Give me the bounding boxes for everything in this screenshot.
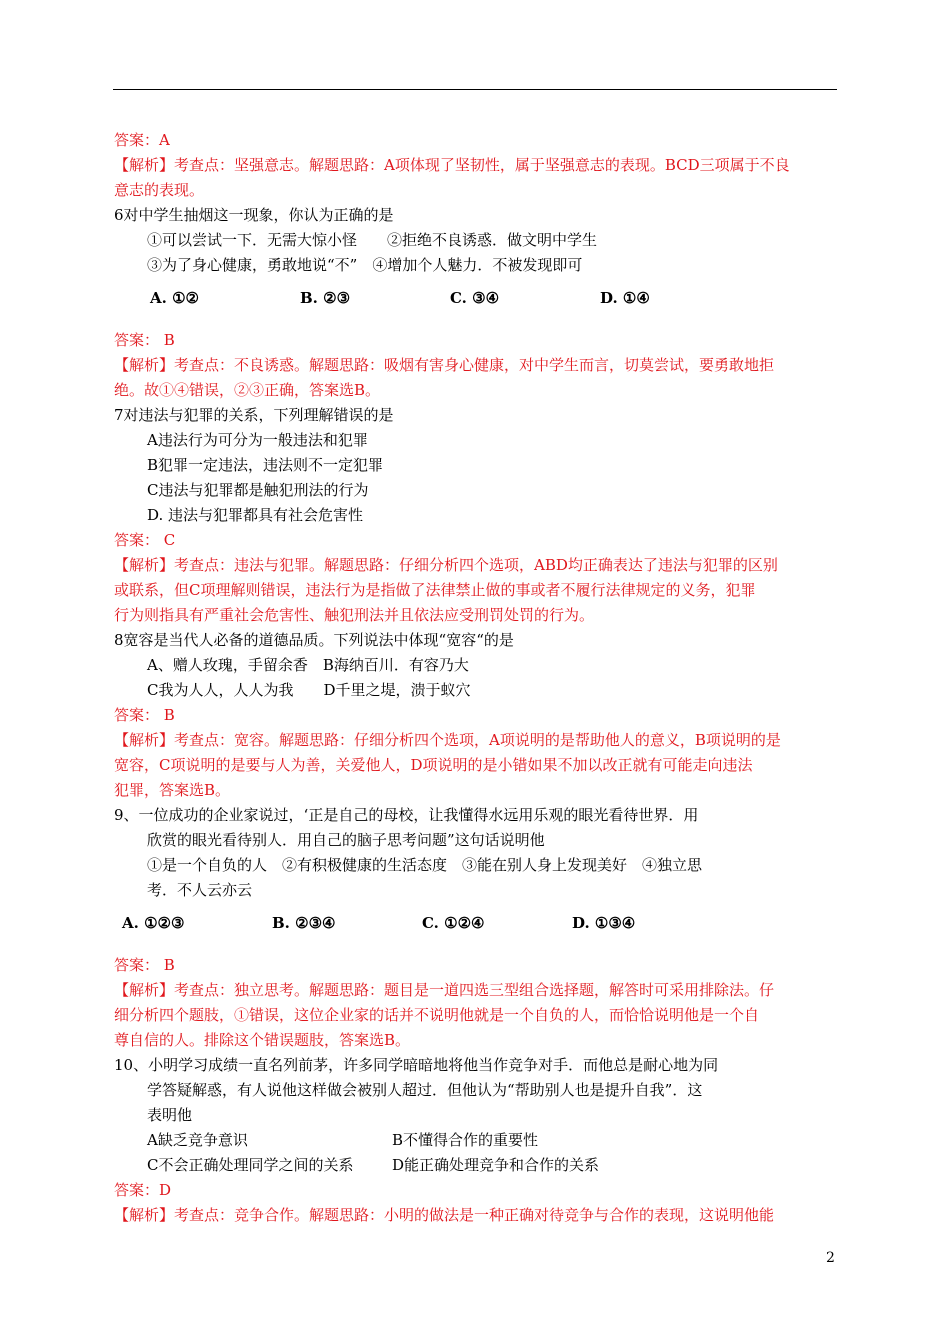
question-8: 8宽容是当代人必备的道德品质。下列说法中体现“宽容“的是 (114, 631, 514, 649)
answer-5: 答案：A (114, 131, 170, 149)
answer-7: 答案： C (114, 531, 176, 549)
question-8-options-cd: C我为人人，人人为我 D千里之堤，溃于蚁穴 (147, 681, 471, 699)
option-a: A. ①② (150, 288, 199, 307)
explanation-7-line1: 【解析】考查点：违法与犯罪。解题思路：仔细分析四个选项，ABD均正确表达了违法与犯罪的区别 (114, 556, 778, 574)
option-c: C不会正确处理同学之间的关系 (147, 1156, 354, 1174)
explanation-7-line3: 行为则指具有严重社会危害性、触犯刑法并且依法应受刑罚处罚的行为。 (114, 606, 595, 624)
option-b: B. ②③ (300, 288, 351, 307)
question-9-line1: 9、一位成功的企业家说过，‘正是自己的母校，让我懂得水远用乐观的眼光看待世界．用 (114, 806, 699, 824)
question-6-options (114, 278, 838, 318)
option-d: D. ①④ (600, 288, 650, 307)
question-7-option-c: C违法与犯罪都是触犯刑法的行为 (147, 481, 369, 499)
question-6: 6对中学生抽烟这一现象，你认为正确的是 (114, 206, 394, 224)
explanation-8-line1: 【解析】考查点：宽容。解题思路：仔细分析四个选项，A项说明的是帮助他人的意义，B项说明的是 (114, 731, 781, 749)
document-body (114, 128, 838, 1228)
option-b: B不懂得合作的重要性 (392, 1131, 539, 1149)
explanation-7-line2: 或联系，但C项理解则错误，违法行为是指做了法律禁止做的事或者不履行法律规定的义务，犯罪 (114, 581, 756, 599)
option-d: D能正确处理竞争和合作的关系 (392, 1156, 600, 1174)
option-d: D. ①③④ (572, 913, 636, 932)
explanation-9-line3: 尊自信的人。排除这个错误题肢，答案选B。 (114, 1031, 411, 1049)
question-10-options-cd (114, 1153, 838, 1178)
question-9-statements-cont: 考．不人云亦云 (147, 881, 253, 899)
question-9-line2: 欣赏的眼光看待别人．用自己的脑子思考问题”这句话说明他 (147, 831, 545, 849)
question-7-option-d: D. 违法与犯罪都具有社会危害性 (147, 506, 364, 524)
question-6-statement-1: ①可以尝试一下．无需大惊小怪 ②拒绝不良诱惑．做文明中学生 (147, 231, 598, 249)
explanation-8-line3: 犯罪，答案选B。 (114, 781, 231, 799)
question-10-options-ab (114, 1128, 838, 1153)
question-9-options (114, 903, 838, 943)
header-rule (113, 89, 837, 90)
option-c: C. ①②④ (422, 913, 485, 932)
explanation-8-line2: 宽容，C项说明的是要与人为善，关爱他人，D项说明的是小错如果不加以改正就有可能走向违法 (114, 756, 753, 774)
option-a: A. ①②③ (122, 913, 185, 932)
question-7: 7对违法与犯罪的关系，下列理解错误的是 (114, 406, 394, 424)
explanation-5-line1: 【解析】考查点：坚强意志。解题思路：A项体现了坚韧性，属于坚强意志的表现。BCD三项属于不良 (114, 156, 790, 174)
explanation-6-line2: 绝。故①④错误，②③正确，答案选B。 (114, 381, 381, 399)
option-b: B. ②③④ (272, 913, 336, 932)
explanation-5-line2: 意志的表现。 (114, 181, 205, 199)
answer-8: 答案： B (114, 706, 175, 724)
question-7-option-a: A违法行为可分为一般违法和犯罪 (147, 431, 368, 449)
explanation-9-line2: 细分析四个题肢，①错误，这位企业家的话并不说明他就是一个自负的人，而恰恰说明他是一个自 (114, 1006, 760, 1024)
answer-9: 答案： B (114, 956, 175, 974)
question-10-line3: 表明他 (147, 1106, 193, 1124)
question-8-options-ab: A、赠人玫瑰，手留余香 B海纳百川．有容乃大 (147, 656, 469, 674)
option-a: A缺乏竞争意识 (147, 1131, 248, 1149)
question-7-option-b: B犯罪一定违法，违法则不一定犯罪 (147, 456, 384, 474)
answer-6: 答案： B (114, 331, 175, 349)
question-10-line1: 10、小明学习成绩一直名列前茅，许多同学暗暗地将他当作竞争对手．而他总是耐心地为同 (114, 1056, 719, 1074)
explanation-6-line1: 【解析】考查点：不良诱惑。解题思路：吸烟有害身心健康，对中学生而言，切莫尝试，要勇敢地拒 (114, 356, 775, 374)
page-number: 2 (826, 1250, 835, 1266)
question-10-line2: 学答疑解惑，有人说他这样做会被别人超过．但他认为“帮助别人也是提升自我”．这 (147, 1081, 703, 1099)
answer-10: 答案：D (114, 1181, 172, 1199)
question-6-statement-2: ③为了身心健康，勇敢地说“不” ④增加个人魅力．不被发现即可 (147, 256, 583, 274)
question-9-statements: ①是一个自负的人 ②有积极健康的生活态度 ③能在别人身上发现美好 ④独立思 (147, 856, 703, 874)
explanation-10-line1: 【解析】考查点：竞争合作。解题思路：小明的做法是一种正确对待竞争与合作的表现，这说明他能 (114, 1206, 775, 1224)
option-c: C. ③④ (450, 288, 500, 307)
explanation-9-line1: 【解析】考查点：独立思考。解题思路：题目是一道四选三型组合选择题，解答时可采用排除法。仔 (114, 981, 775, 999)
